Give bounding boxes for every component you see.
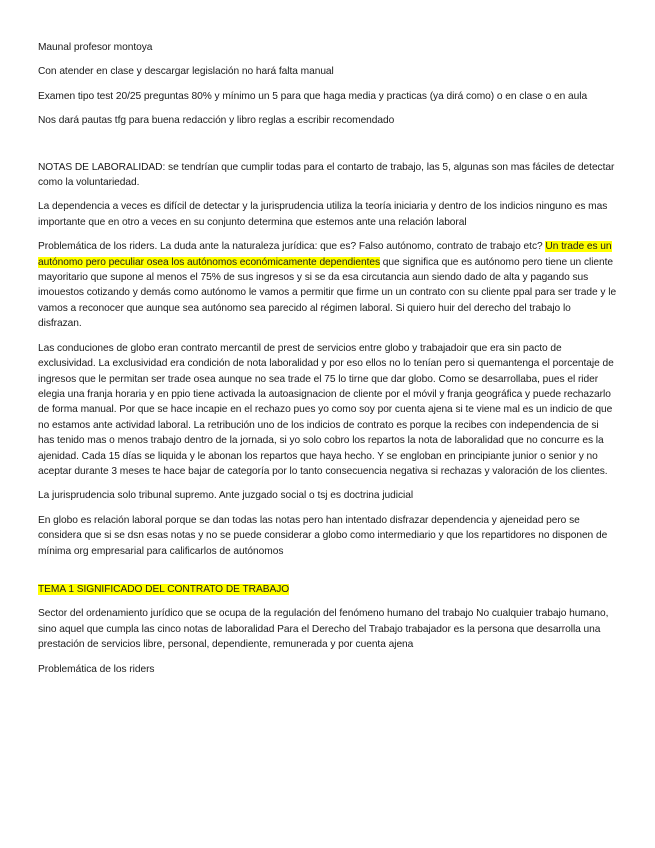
riders-text-after: que significa que es autónomo pero tiene un cliente mayoritario que supone al menos el 75% de sus ingresos y si se da esa circutancia aun siendo dado de alta y pagando sus imouestos cotizando y demás como autónomo le vamos a permitir que firme un un contrato con su cliente ppal para ser trade y le vamos a reconocer que aunque sea autónomo sea parecido al régimen laboral. Si quiero huir del derecho del trabajo lo disfrazan. [38,256,617,330]
note-manual: Maunal profesor montoya [38,42,153,53]
note-glovo-relacion: En globo es relación laboral porque se dan todas las notas pero han intentado disfrazar dependencia y ajeneidad pero se considera que si se dsn esas notas y no se puede considerar a globo como intermediario y que los repartidores no disponen de mínima org empresarial para calificarlos de autónomos [38,514,608,557]
section-heading-text: TEMA 1 SIGNIFICADO DEL CONTRATO DE TRABAJO [38,583,290,595]
note-laboralidad: NOTAS DE LABORALIDAD: se tendrían que cumplir todas para el contarto de trabajo, las 5, algunas son mas fáciles de detectar como la voluntariedad. [38,161,615,189]
spacer [38,138,617,160]
note-glovo-conditions: Las conduciones de globo eran contrato mercantil de prest de servicios entre globo y trabajadoir que era sin pacto de exclusividad. La exclusividad era condición de nota laboralidad y por eso ellos no lo tenían pero si quemantenga el porcentaje de ingresos que le permitan ser trade osea aunque no sea trade el 75 lo tirne que dar globo. Como se desarrollaba, pues el rider elegia una franja horaria y en ppio tiene activada la autoasignacion de cliente por el móvil y franja geográfica y puede rechazarlo de forma manual. Por que se hace incapie en el rechazo pues yo como soy por cuenta ajena si te viene mal es un indicio de que no estamos ante actividad laboral. La retribución uno de los indicios de contrato es porque la recibes con independencia de si has tenido mas o menos trabajo dentro de la jornada, si yo solo cobro los repartos la nota de laboralidad que no concurre es la ajenidad. Cada 15 días se liquida y le abonan los repartos que haya hecho. Y se engloban en principiante junior o senior y no aceptar durante 3 meses te hace bajar de categoría por lo tanto consecuencia negativa si rechazas y valoración de los clientes. [38,342,614,477]
note-jurisprudencia: La jurisprudencia solo tribunal supremo. Ante juzgado social o tsj es doctrina judicial [38,490,414,502]
spacer [38,568,617,582]
note-riders [38,239,617,331]
riders-text-before: Problemática de los riders. La duda ante la naturaleza jurídica: que es? Falso autónomo, contrato de trabajo etc? [38,241,546,253]
note-attendance: Con atender en clase y descargar legislación no hará falta manual [38,66,334,78]
section-heading [38,582,617,597]
note-dependencia: La dependencia a veces es difícil de detectar y la jurisprudencia utiliza la teoría iniciaria y dentro de los indicios ninguno es mas importante que en otro a veces en su conjunto determina que estemos ante una relación laboral [38,201,608,228]
note-sector: Sector del ordenamiento jurídico que se ocupa de la regulación del fenómeno humano del trabajo No cualquier trabajo humano, sino aquel que cumpla las cinco notas de laboralidad Para el Derecho del Trabajo trabajador es la persona que desarrolla una prestación de servicios libre, personal, dependiente, remunerada y por cuenta ajena [38,608,609,651]
note-riders-title: Problemática de los riders [38,663,155,675]
note-exam: Examen tipo test 20/25 preguntas 80% y mínimo un 5 para que haga media y practicas (ya dirá como) o en clase o en aula [38,90,588,102]
note-tfg: Nos dará pautas tfg para buena redacción y libro reglas a escribir recomendado [38,115,395,127]
riders-highlight: Un trade es un autónomo pero peculiar osea los autónomos económicamente dependientes [38,241,612,268]
